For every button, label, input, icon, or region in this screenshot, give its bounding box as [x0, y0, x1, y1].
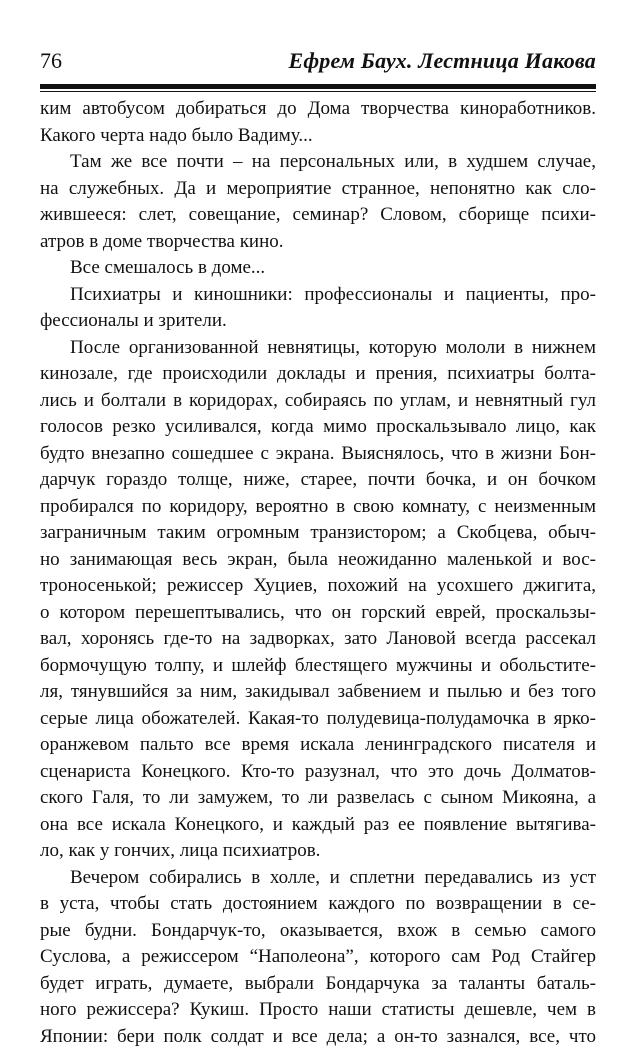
text-line: заграничным таким огромным транзистором; а Скобцева, обыч-: [40, 520, 596, 547]
text-line: фессионалы и зрители.: [40, 308, 596, 335]
text-line: ким автобусом добираться до Дома творчества киноработников.: [40, 96, 596, 123]
text-line: Вечером собирались в холле, и сплетни передавались из уст: [40, 865, 596, 892]
text-line: рые будни. Бондарчук-то, оказывается, вхож в семью самого: [40, 918, 596, 945]
text-line: жившееся: слет, совещание, семинар? Словом, сборище психи-: [40, 202, 596, 229]
running-head: Ефрем Баух. Лестница Иакова: [288, 48, 596, 74]
text-line: атров в доме творчества кино.: [40, 229, 596, 256]
text-line: троносенькой; режиссер Хуциев, похожий на усохшего джигита,: [40, 573, 596, 600]
text-line: сценариста Конецкого. Кто-то разузнал, что это дочь Долматов-: [40, 759, 596, 786]
text-line: оранжевом пальто все время искала ленинградского писателя и: [40, 732, 596, 759]
text-line: Суслова, а режиссером “Наполеона”, которого сам Род Стайгер: [40, 944, 596, 971]
text-line: ля, тянувшийся за ним, закидывал забвением и пылью и без того: [40, 679, 596, 706]
text-line: голосов резко усиливался, когда мимо проскальзывало лицо, как: [40, 414, 596, 441]
text-line: Все смешалось в доме...: [40, 255, 596, 282]
text-line: дарчук гораздо толще, ниже, старее, почти бочка, и он бочком: [40, 467, 596, 494]
text-line: вал, хоронясь где-то на задворках, зато Лановой всегда рассекал: [40, 626, 596, 653]
text-line: лись и болтали в коридорах, собираясь по углам, и невнятный гул: [40, 388, 596, 415]
text-line: бормочущую толпу, и шлейф блестящего мужчины и обольстите-: [40, 653, 596, 680]
text-line: кинозале, где происходили доклады и прения, психиатры болта-: [40, 361, 596, 388]
book-page: [40, 38, 596, 78]
text-line: ного режиссера? Кукиш. Просто наши статисты дешевле, чем в: [40, 997, 596, 1024]
text-line: Психиатры и киношники: профессионалы и пациенты, про-: [40, 282, 596, 309]
text-line: в уста, чтобы стать достоянием каждого по возвращении в се-: [40, 891, 596, 918]
text-line: но занимающая весь экран, была неожиданно маленькой и вос-: [40, 547, 596, 574]
text-line: После организованной невнятицы, которую мололи в нижнем: [40, 335, 596, 362]
text-line: она все искала Конецкого, и каждый раз ее появление вытягива-: [40, 812, 596, 839]
text-line: будто внезапно сошедшее с экрана. Выяснялось, что в жизни Бон-: [40, 441, 596, 468]
page-number: 76: [40, 48, 62, 74]
body-text: [40, 96, 596, 1050]
text-line: о котором перешептывались, что он горский еврей, проскальзы-: [40, 600, 596, 627]
text-line: будет играть, думаете, выбрали Бондарчука за таланты баталь-: [40, 971, 596, 998]
text-line: ло, как у гончих, лица психиатров.: [40, 838, 596, 865]
text-line: на служебных. Да и мероприятие странное, непонятно как сло-: [40, 176, 596, 203]
text-line: серые лица обожателей. Какая-то полудевица-полудамочка в ярко-: [40, 706, 596, 733]
text-line: пробирался по коридору, вероятно в свою комнату, с неизменным: [40, 494, 596, 521]
text-line: Там же все почти – на персональных или, в худшем случае,: [40, 149, 596, 176]
text-line: Японии: бери полк солдат и все дела; а он-то зазнался, все, что: [40, 1024, 596, 1050]
text-line: ского Галя, то ли замужем, то ли развелась с сыном Микояна, а: [40, 785, 596, 812]
page-header: [40, 38, 596, 78]
header-rule: [40, 84, 596, 92]
text-line: Какого черта надо было Вадиму...: [40, 123, 596, 150]
